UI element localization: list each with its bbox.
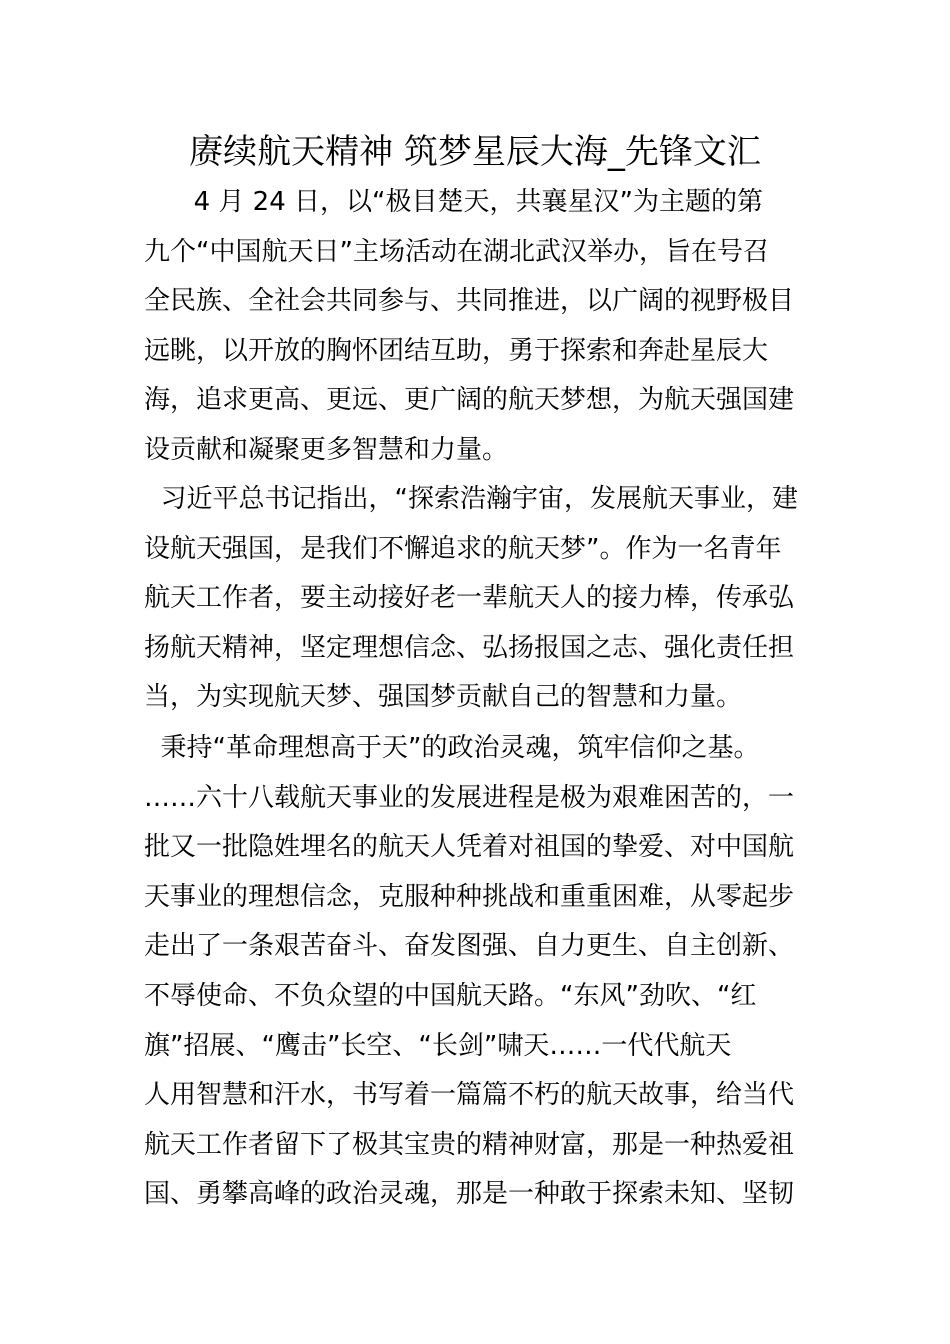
paragraph-line: 天事业的理想信念，克服种种挑战和重重困难，从零起步	[144, 881, 795, 912]
paragraph-line: 4 月 24 日，以“极目楚天，共襄星汉”为主题的第	[144, 187, 763, 217]
paragraph-line: 设贡献和凝聚更多智慧和力量。	[144, 434, 509, 465]
paragraph-line: 九个“中国航天日”主场活动在湖北武汉举办，旨在号召	[144, 236, 769, 267]
paragraph-line: 航天工作者，要主动接好老一辈航天人的接力棒，传承弘	[144, 583, 795, 614]
paragraph-1	[144, 178, 794, 476]
paragraph-line: 全民族、全社会共同参与、共同推进，以广阔的视野极目	[144, 286, 795, 317]
paragraph-line: 扬航天精神，坚定理想信念、弘扬报国之志、强化责任担	[144, 632, 795, 663]
document-title: 赓续航天精神 筑梦星辰大海_先锋文汇	[189, 132, 761, 172]
paragraph-line: 秉持“革命理想高于天”的政治灵魂，筑牢信仰之基。	[144, 733, 760, 763]
paragraph-line: 航天工作者留下了极其宝贵的精神财富，那是一种热爱祖	[144, 1129, 795, 1160]
paragraph-line: 国、勇攀高峰的政治灵魂，那是一种敢于探索未知、坚韧	[144, 1179, 795, 1210]
paragraph-line: 设航天强国，是我们不懈追求的航天梦”。作为一名青年	[144, 533, 782, 564]
paragraph-line: 习近平总书记指出，“探索浩瀚宇宙，发展航天事业，建	[144, 484, 798, 514]
paragraph-line: 海，追求更高、更远、更广阔的航天梦想，为航天强国建	[144, 385, 795, 416]
paragraph-line: 当，为实现航天梦、强国梦贡献自己的智慧和力量。	[144, 682, 743, 713]
paragraph-line: ……六十八载航天事业的发展进程是极为艰难困苦的，一	[144, 782, 795, 813]
paragraph-3	[144, 724, 794, 1220]
paragraph-line: 人用智慧和汗水，书写着一篇篇不朽的航天故事，给当代	[144, 1080, 795, 1111]
paragraph-2	[144, 475, 798, 723]
paragraph-line: 旗”招展、“鹰击”长空、“长剑”啸天……一代代航天	[144, 1030, 732, 1061]
paragraph-line: 不辱使命、不负众望的中国航天路。“东风”劲吹、“红	[144, 980, 757, 1011]
paragraph-line: 远眺，以开放的胸怀团结互助，勇于探索和奔赴星辰大	[144, 335, 769, 366]
paragraph-line: 批又一批隐姓埋名的航天人凭着对祖国的挚爱、对中国航	[144, 832, 795, 863]
paragraph-line: 走出了一条艰苦奋斗、奋发图强、自力更生、自主创新、	[144, 931, 795, 962]
